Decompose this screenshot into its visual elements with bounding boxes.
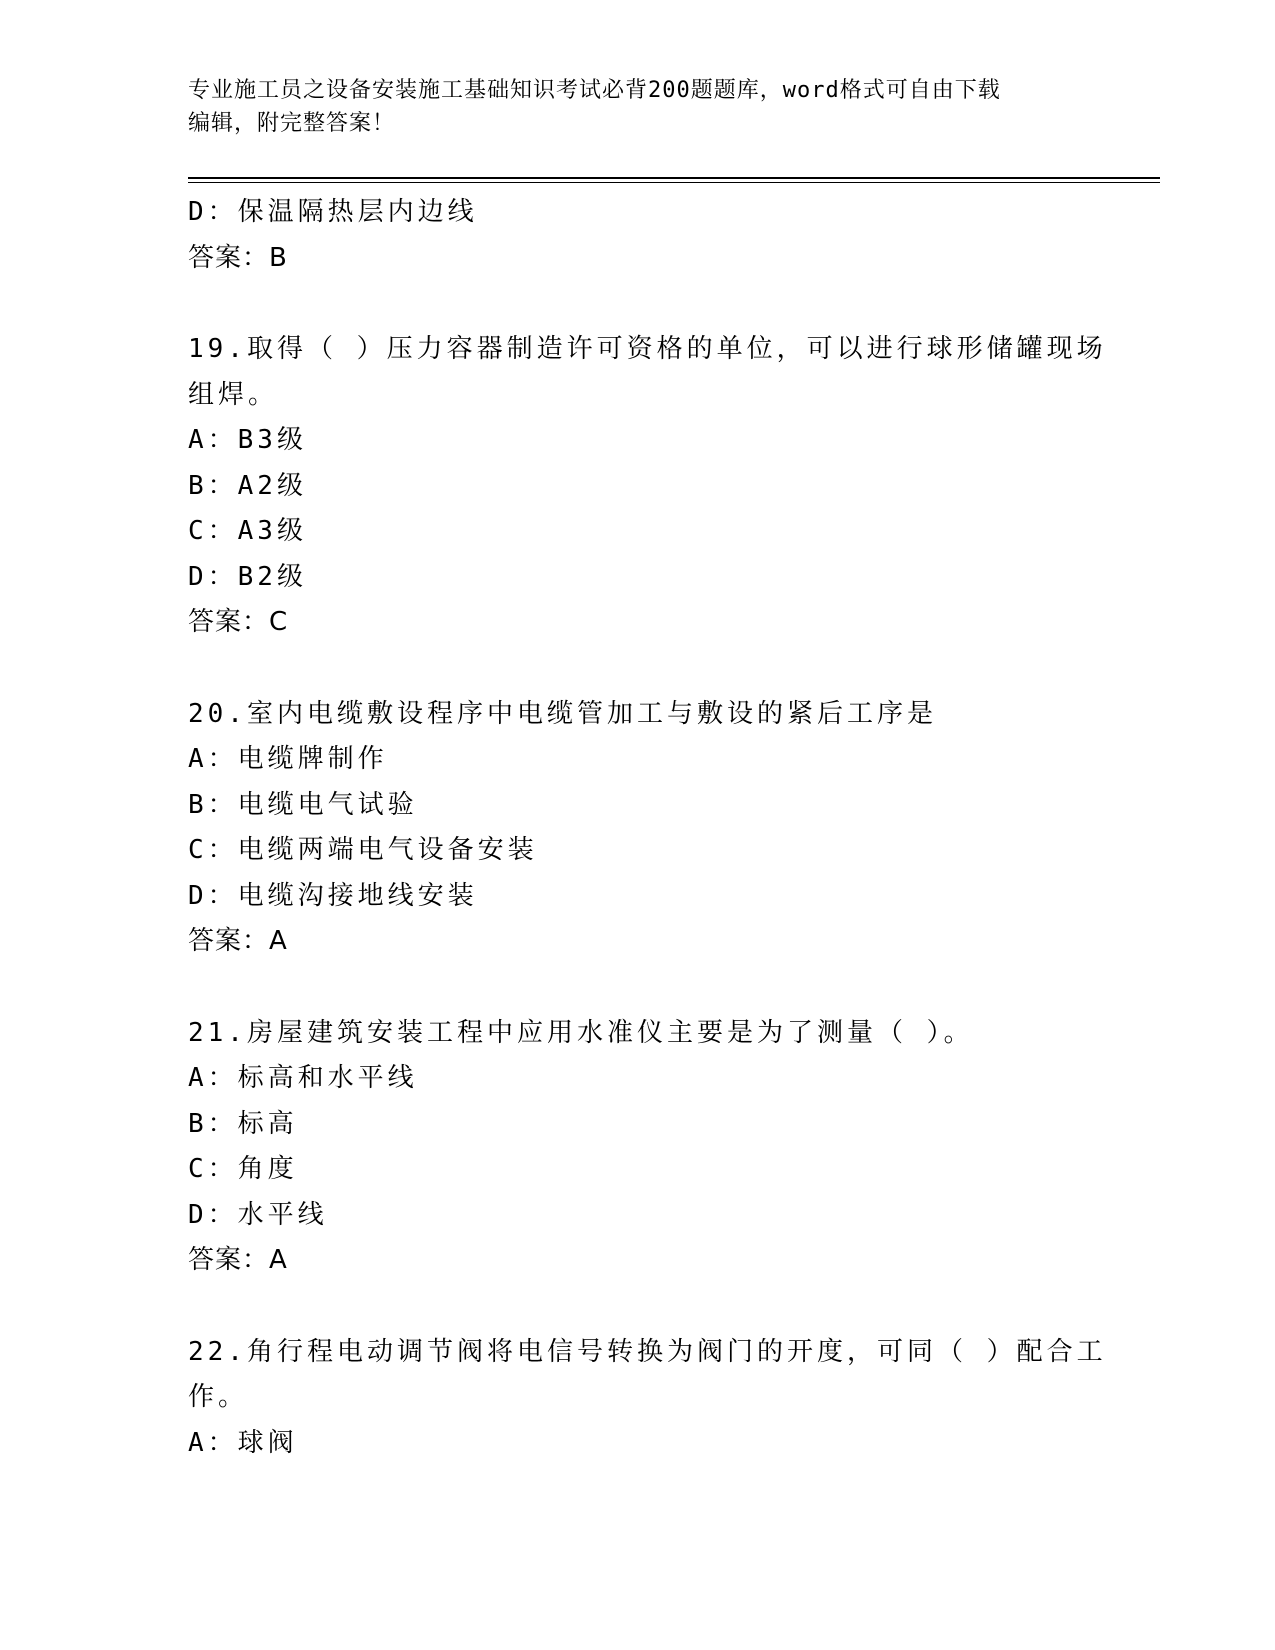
question-21: [188, 1011, 1088, 1284]
option-c: C：电缆两端电气设备安装: [188, 835, 538, 865]
spacer: [188, 965, 1088, 1011]
answer-line: 答案：A: [188, 926, 288, 956]
spacer: [188, 646, 1088, 692]
question-20: [188, 692, 1088, 965]
option-b: B：A2级: [188, 470, 307, 501]
option-c: C：A3级: [188, 516, 307, 546]
header-rule-thin: [188, 182, 1160, 183]
option-c: C：角度: [188, 1154, 298, 1184]
question-stem-continued: 作。: [188, 1382, 249, 1412]
option-b: B：电缆电气试验: [188, 789, 418, 820]
question-stem: 21.房屋建筑安装工程中应用水准仪主要是为了测量（ ）。: [188, 1017, 974, 1048]
option-d: D：水平线: [188, 1199, 328, 1230]
option-a: A：B3级: [188, 425, 307, 455]
question-content: [188, 190, 1107, 1466]
spacer: [188, 281, 1088, 327]
option-a: A：标高和水平线: [188, 1063, 418, 1093]
answer-line: 答案：B: [188, 242, 288, 273]
question-18-continued: [188, 190, 1088, 281]
question-stem: 22.角行程电动调节阀将电信号转换为阀门的开度，可同（ ）配合工: [188, 1336, 1107, 1367]
option-a: A：球阀: [188, 1427, 298, 1458]
header-rule-thick: [188, 177, 1160, 179]
question-22: [188, 1330, 1107, 1467]
spacer: [188, 1284, 1088, 1330]
option-d: D：B2级: [188, 561, 307, 592]
answer-line: 答案：C: [188, 607, 289, 637]
option-d: D：保温隔热层内边线: [188, 197, 478, 227]
header-title-line-1: 专业施工员之设备安装施工基础知识考试必背200题题库，word格式可自由下载: [188, 78, 1001, 103]
option-b: B：标高: [188, 1108, 298, 1139]
question-stem-continued: 组焊。: [188, 379, 279, 410]
option-d: D：电缆沟接地线安装: [188, 880, 478, 911]
question-stem: 20.室内电缆敷设程序中电缆管加工与敷设的紧后工序是: [188, 698, 937, 729]
header-title-line-2: 编辑，附完整答案！: [188, 111, 396, 136]
document-header: [188, 74, 1068, 140]
question-19: [188, 327, 1107, 646]
option-a: A：电缆牌制作: [188, 744, 388, 774]
answer-line: 答案：A: [188, 1245, 288, 1275]
question-stem: 19.取得（ ）压力容器制造许可资格的单位，可以进行球形储罐现场: [188, 334, 1107, 364]
